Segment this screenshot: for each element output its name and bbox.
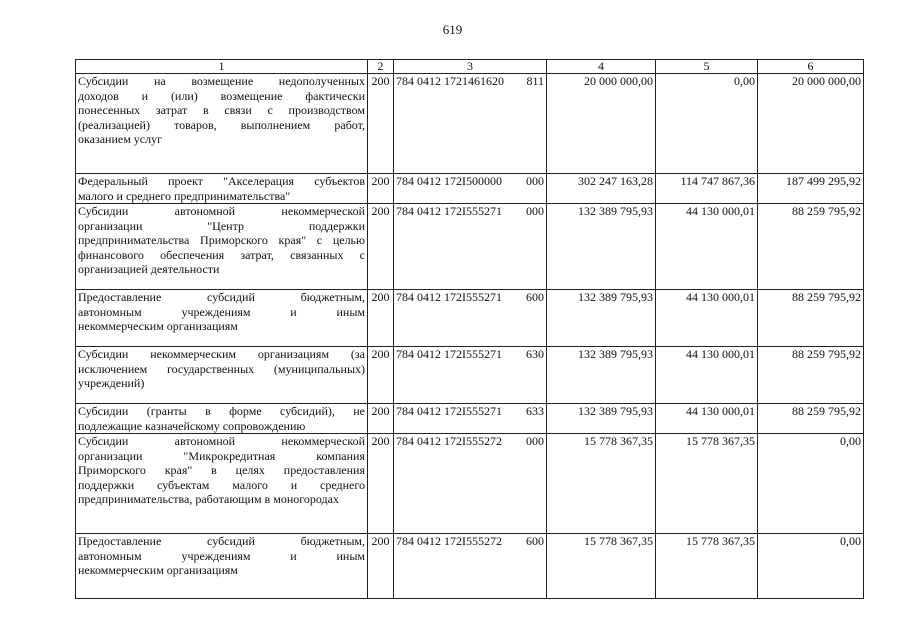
row-name-line: Федеральный проект "Акселерация субъектов <box>78 174 365 188</box>
row-name-line: оказанием услуг <box>78 132 163 146</box>
column-header: 1 <box>76 60 368 74</box>
row-name-line: организацией деятельности <box>78 262 220 276</box>
row-amount-v4: 132 389 795,93 <box>547 290 656 347</box>
row-name-line: (реализацией) товаров, выполнением работ, <box>78 117 365 132</box>
row-name-cell <box>76 290 368 347</box>
page-number: 619 <box>442 22 463 37</box>
row-name-line: Субсидии автономной некоммерческой <box>78 204 365 218</box>
row-name-line: некоммерческим организациям <box>78 319 238 333</box>
row-name-cell <box>76 347 368 404</box>
column-header: 2 <box>368 60 394 74</box>
row-name-line: исключением государственных (муниципальных) <box>78 361 365 376</box>
row-col2-cell: 200 <box>368 434 394 534</box>
row-name-cell <box>76 404 368 434</box>
row-code-cell <box>394 290 547 347</box>
row-amount-v5: 44 130 000,01 <box>656 290 758 347</box>
budget-classification-code: 784 0412 1721461620 <box>396 74 504 88</box>
row-col2-cell: 200 <box>368 347 394 404</box>
expense-type-code: 000 <box>526 204 544 218</box>
budget-classification-code: 784 0412 172I555271 <box>396 204 502 218</box>
table-row <box>76 204 864 290</box>
row-amount-v4: 20 000 000,00 <box>547 74 656 174</box>
row-name-line: Субсидии (гранты в форме субсидий), не <box>78 404 365 418</box>
row-name-cell <box>76 174 368 204</box>
row-amount-v6: 88 259 795,92 <box>758 290 864 347</box>
expense-type-code: 000 <box>526 434 544 448</box>
budget-classification-code: 784 0412 172I500000 <box>396 174 502 188</box>
row-amount-v4: 132 389 795,93 <box>547 204 656 290</box>
row-col2-cell: 200 <box>368 204 394 290</box>
table-row <box>76 434 864 534</box>
row-amount-v5: 15 778 367,35 <box>656 434 758 534</box>
row-code-cell <box>394 434 547 534</box>
column-header: 4 <box>547 60 656 74</box>
row-amount-v6: 88 259 795,92 <box>758 404 864 434</box>
row-code-cell <box>394 204 547 290</box>
row-amount-v4: 302 247 163,28 <box>547 174 656 204</box>
budget-classification-code: 784 0412 172I555271 <box>396 404 502 418</box>
expense-type-code: 811 <box>526 74 544 88</box>
row-col2-cell: 200 <box>368 534 394 599</box>
row-name-line: Субсидии на возмещение недополученных <box>78 74 365 88</box>
row-amount-v6: 0,00 <box>758 534 864 599</box>
row-name-line: Приморского края" в целях предоставления <box>78 463 365 477</box>
row-amount-v4: 132 389 795,93 <box>547 347 656 404</box>
row-name-line: финансового обеспечения затрат, связанных с <box>78 247 365 262</box>
column-header: 6 <box>758 60 864 74</box>
row-name-line: Предоставление субсидий бюджетным, <box>78 290 365 304</box>
expense-type-code: 000 <box>526 174 544 188</box>
row-amount-v6: 88 259 795,92 <box>758 204 864 290</box>
row-name-line: организации "Центр поддержки <box>78 218 365 233</box>
row-name-cell <box>76 204 368 290</box>
row-amount-v4: 15 778 367,35 <box>547 534 656 599</box>
expense-type-code: 633 <box>526 404 544 418</box>
column-header: 5 <box>656 60 758 74</box>
row-name-line: предпринимательства, работающим в моногородах <box>78 492 339 506</box>
row-name-line: малого и среднего предпринимательства" <box>78 188 291 203</box>
row-name-line: некоммерческим организациям <box>78 563 238 577</box>
row-amount-v6: 187 499 295,92 <box>758 174 864 204</box>
table-header-row <box>76 60 864 74</box>
budget-classification-code: 784 0412 172I555272 <box>396 434 502 448</box>
row-amount-v5: 0,00 <box>656 74 758 174</box>
row-name-line: понесенных затрат в связи с производством <box>78 103 365 117</box>
row-amount-v6: 0,00 <box>758 434 864 534</box>
row-amount-v4: 132 389 795,93 <box>547 404 656 434</box>
row-name-line: предпринимательства Приморского края" с целью <box>78 233 365 247</box>
row-name-line: учреждений) <box>78 376 145 390</box>
expense-type-code: 630 <box>526 347 544 361</box>
row-name-line: автономным учреждениям и иным <box>78 548 365 563</box>
budget-classification-code: 784 0412 172I555271 <box>396 347 502 361</box>
row-name-line: доходов и (или) возмещение фактически <box>78 88 365 103</box>
row-amount-v6: 20 000 000,00 <box>758 74 864 174</box>
row-col2-cell: 200 <box>368 174 394 204</box>
budget-classification-code: 784 0412 172I555271 <box>396 290 502 304</box>
row-name-line: организации "Микрокредитная компания <box>78 448 365 463</box>
row-amount-v5: 114 747 867,36 <box>656 174 758 204</box>
row-name-line: Предоставление субсидий бюджетным, <box>78 534 365 548</box>
table-row <box>76 174 864 204</box>
row-col2-cell: 200 <box>368 74 394 174</box>
row-col2-cell: 200 <box>368 290 394 347</box>
row-col2-cell: 200 <box>368 404 394 434</box>
table-row <box>76 290 864 347</box>
row-amount-v5: 44 130 000,01 <box>656 347 758 404</box>
row-code-cell <box>394 404 547 434</box>
budget-classification-code: 784 0412 172I555272 <box>396 534 502 548</box>
row-code-cell <box>394 347 547 404</box>
table-row <box>76 347 864 404</box>
table-row <box>76 74 864 174</box>
row-amount-v5: 44 130 000,01 <box>656 404 758 434</box>
column-header: 3 <box>394 60 547 74</box>
row-name-line: подлежащие казначейскому сопровождению <box>78 418 306 433</box>
budget-table <box>75 59 864 599</box>
row-name-cell <box>76 434 368 534</box>
row-code-cell <box>394 74 547 174</box>
table-row <box>76 404 864 434</box>
row-name-line: Субсидии некоммерческим организациям (за <box>78 347 365 361</box>
row-amount-v5: 44 130 000,01 <box>656 204 758 290</box>
row-name-cell <box>76 534 368 599</box>
row-code-cell <box>394 534 547 599</box>
row-name-cell <box>76 74 368 174</box>
table-row <box>76 534 864 599</box>
expense-type-code: 600 <box>526 290 544 304</box>
row-name-line: поддержки субъектам малого и среднего <box>78 477 365 492</box>
row-code-cell <box>394 174 547 204</box>
row-amount-v6: 88 259 795,92 <box>758 347 864 404</box>
expense-type-code: 600 <box>526 534 544 548</box>
row-name-line: автономным учреждениям и иным <box>78 304 365 319</box>
row-amount-v4: 15 778 367,35 <box>547 434 656 534</box>
row-name-line: Субсидии автономной некоммерческой <box>78 434 365 448</box>
row-amount-v5: 15 778 367,35 <box>656 534 758 599</box>
